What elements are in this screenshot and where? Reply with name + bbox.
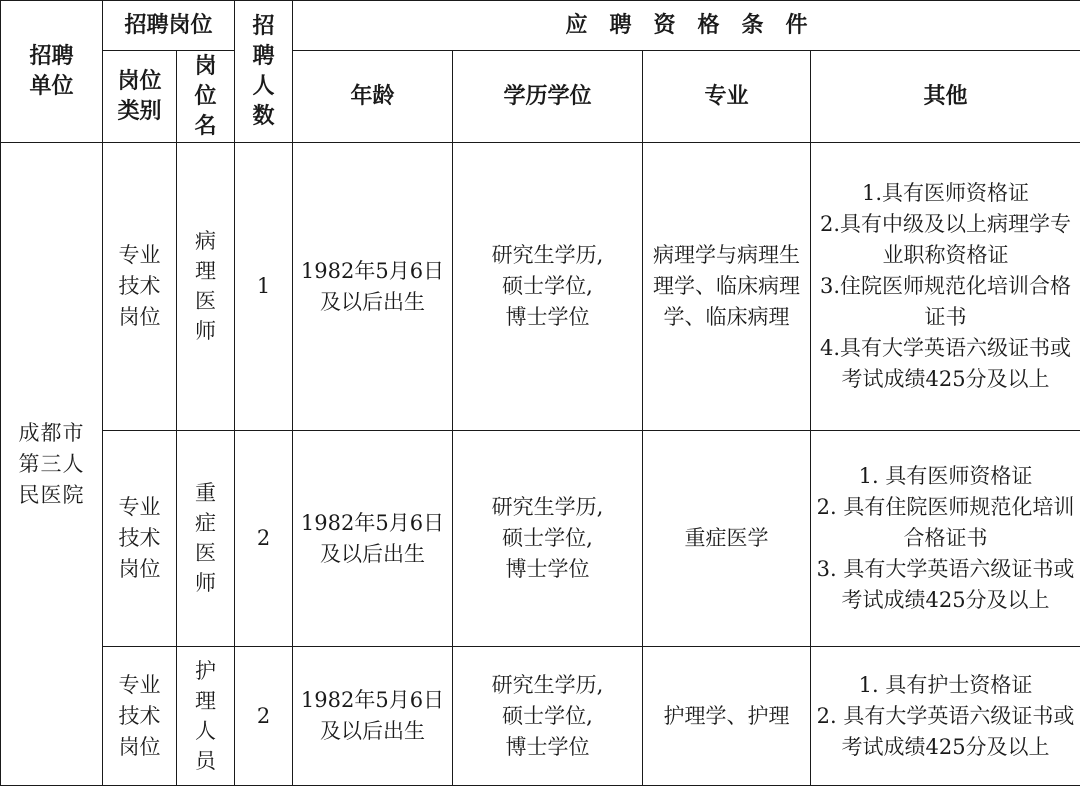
other-item: 1.具有医师资格证 [811, 178, 1080, 209]
header-education: 学历学位 [453, 51, 643, 143]
other-item: 1. 具有医师资格证 [811, 461, 1080, 492]
education-requirement [453, 143, 643, 431]
table-row [1, 647, 1080, 786]
post-count: 2 [235, 647, 293, 786]
other-requirement [811, 647, 1080, 786]
other-requirement [811, 143, 1080, 431]
edu-line: 硕士学位, [453, 701, 642, 732]
other-item: 1. 具有护士资格证 [811, 670, 1080, 701]
age-line: 及以后出生 [293, 716, 452, 747]
post-name: 重症医师 [177, 431, 235, 647]
header-other: 其他 [811, 51, 1080, 143]
post-name: 护理人员 [177, 647, 235, 786]
edu-line: 研究生学历, [453, 240, 642, 271]
major-requirement: 护理学、护理 [643, 647, 811, 786]
header-count: 招聘人数 [235, 1, 293, 143]
edu-line: 研究生学历, [453, 670, 642, 701]
education-requirement [453, 431, 643, 647]
other-item: 3.住院医师规范化培训合格证书 [811, 271, 1080, 333]
edu-line: 硕士学位, [453, 523, 642, 554]
edu-line: 博士学位 [453, 554, 642, 585]
other-item: 2. 具有住院医师规范化培训合格证书 [811, 492, 1080, 554]
other-requirement [811, 431, 1080, 647]
post-type: 专业技术岗位 [103, 647, 177, 786]
edu-line: 博士学位 [453, 732, 642, 763]
other-item: 2.具有中级及以上病理学专业职称资格证 [811, 209, 1080, 271]
age-line: 及以后出生 [293, 287, 452, 318]
post-type: 专业技术岗位 [103, 431, 177, 647]
header-requirements: 应 聘 资 格 条 件 [293, 1, 1080, 51]
age-requirement [293, 431, 453, 647]
age-requirement [293, 143, 453, 431]
header-major: 专业 [643, 51, 811, 143]
age-requirement [293, 647, 453, 786]
other-item: 3. 具有大学英语六级证书或考试成绩425分及以上 [811, 554, 1080, 616]
unit-name: 成都市第三人民医院 [1, 143, 103, 786]
post-count: 2 [235, 431, 293, 647]
age-line: 1982年5月6日 [293, 685, 452, 716]
education-requirement [453, 647, 643, 786]
post-name: 病理医师 [177, 143, 235, 431]
edu-line: 博士学位 [453, 302, 642, 333]
header-post-name: 岗位名 [177, 51, 235, 143]
table-row [1, 431, 1080, 647]
other-item: 4.具有大学英语六级证书或考试成绩425分及以上 [811, 333, 1080, 395]
header-post-type: 岗位类别 [103, 51, 177, 143]
table-row [1, 143, 1080, 431]
edu-line: 研究生学历, [453, 492, 642, 523]
header-unit: 招聘单位 [1, 1, 103, 143]
major-requirement: 病理学与病理生理学、临床病理学、临床病理 [643, 143, 811, 431]
age-line: 1982年5月6日 [293, 508, 452, 539]
other-item: 2. 具有大学英语六级证书或考试成绩425分及以上 [811, 701, 1080, 763]
post-type: 专业技术岗位 [103, 143, 177, 431]
edu-line: 硕士学位, [453, 271, 642, 302]
major-requirement: 重症医学 [643, 431, 811, 647]
header-age: 年龄 [293, 51, 453, 143]
age-line: 1982年5月6日 [293, 256, 452, 287]
header-post-group: 招聘岗位 [103, 1, 235, 51]
post-count: 1 [235, 143, 293, 431]
age-line: 及以后出生 [293, 539, 452, 570]
